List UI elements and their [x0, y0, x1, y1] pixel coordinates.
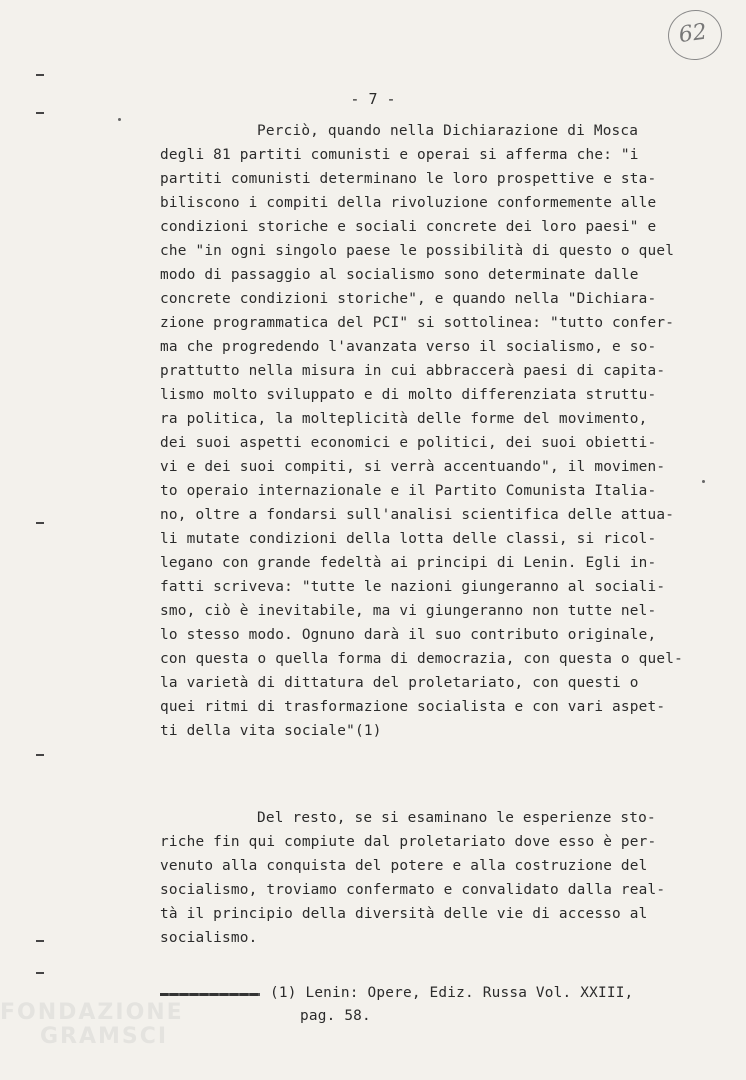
text-line: modo di passaggio al socialismo sono determinate dalle: [160, 267, 639, 283]
text-line: ma che progredendo l'avanzata verso il socialismo, e so-: [160, 339, 657, 355]
text-line: la varietà di dittatura del proletariato, con questi o: [160, 675, 639, 691]
footnote-line: (1) Lenin: Opere, Ediz. Russa Vol. XXIII,: [270, 985, 634, 1001]
text-line: partiti comunisti determinano le loro prospettive e sta-: [160, 171, 657, 187]
text-line: socialismo, troviamo confermato e convalidato dalla real-: [160, 882, 666, 898]
margin-mark: [36, 522, 44, 524]
text-line: fatti scriveva: "tutte le nazioni giungeranno al sociali-: [160, 579, 666, 595]
text-line: condizioni storiche e sociali concrete dei loro paesi" e: [160, 219, 657, 235]
text-line: Perciò, quando nella Dichiarazione di Mosca: [257, 123, 639, 139]
watermark-line: FONDAZIONE: [0, 1000, 184, 1025]
text-line: li mutate condizioni della lotta delle classi, si ricol-: [160, 531, 657, 547]
text-line: Del resto, se si esaminano le esperienze sto-: [257, 810, 656, 826]
archive-number-stamp: [665, 6, 725, 63]
archive-number: 62: [677, 19, 709, 49]
text-line: con questa o quella forma di democrazia, con questa o quel-: [160, 651, 683, 667]
page-number: - 7 -: [350, 90, 396, 108]
text-line: venuto alla conquista del potere e alla costruzione del: [160, 858, 648, 874]
text-line: smo, ciò è inevitabile, ma vi giungeranno non tutte nel-: [160, 603, 657, 619]
text-line: che "in ogni singolo paese le possibilità di questo o quel: [160, 243, 675, 259]
text-line: prattutto nella misura in cui abbraccerà paesi di capita-: [160, 363, 666, 379]
text-line: legano con grande fedeltà ai principi di Lenin. Egli in-: [160, 555, 657, 571]
text-line: biliscono i compiti della rivoluzione conformemente alle: [160, 195, 657, 211]
text-line: zione programmatica del PCI" si sottolinea: "tutto confer-: [160, 315, 675, 331]
text-line: tà il principio della diversità delle vie di accesso al: [160, 906, 648, 922]
margin-mark: [36, 940, 44, 942]
text-line: quei ritmi di trasformazione socialista e con vari aspet-: [160, 699, 666, 715]
text-line: riche fin qui compiute dal proletariato dove esso è per-: [160, 834, 657, 850]
speck: [702, 480, 705, 483]
margin-mark: [36, 112, 44, 114]
text-line: lo stesso modo. Ognuno darà il suo contributo originale,: [160, 627, 657, 643]
speck: [118, 118, 121, 121]
watermark-line: GRAMSCI: [40, 1024, 169, 1049]
text-line: degli 81 partiti comunisti e operai si afferma che: "i: [160, 147, 639, 163]
text-line: concrete condizioni storiche", e quando nella "Dichiara-: [160, 291, 657, 307]
margin-mark: [36, 972, 44, 974]
footnote-rule: [160, 993, 260, 996]
text-line: lismo molto sviluppato e di molto differenziata struttu-: [160, 387, 657, 403]
text-line: vi e dei suoi compiti, si verrà accentuando", il movimen-: [160, 459, 666, 475]
text-line: to operaio internazionale e il Partito Comunista Italia-: [160, 483, 657, 499]
text-line: dei suoi aspetti economici e politici, dei suoi obietti-: [160, 435, 657, 451]
text-line: ra politica, la molteplicità delle forme del movimento,: [160, 411, 648, 427]
text-line: ti della vita sociale"(1): [160, 723, 382, 739]
footnote-line: pag. 58.: [300, 1008, 371, 1024]
text-line: socialismo.: [160, 930, 258, 946]
margin-mark: [36, 754, 44, 756]
margin-mark: [36, 74, 44, 76]
text-line: no, oltre a fondarsi sull'analisi scientifica delle attua-: [160, 507, 675, 523]
